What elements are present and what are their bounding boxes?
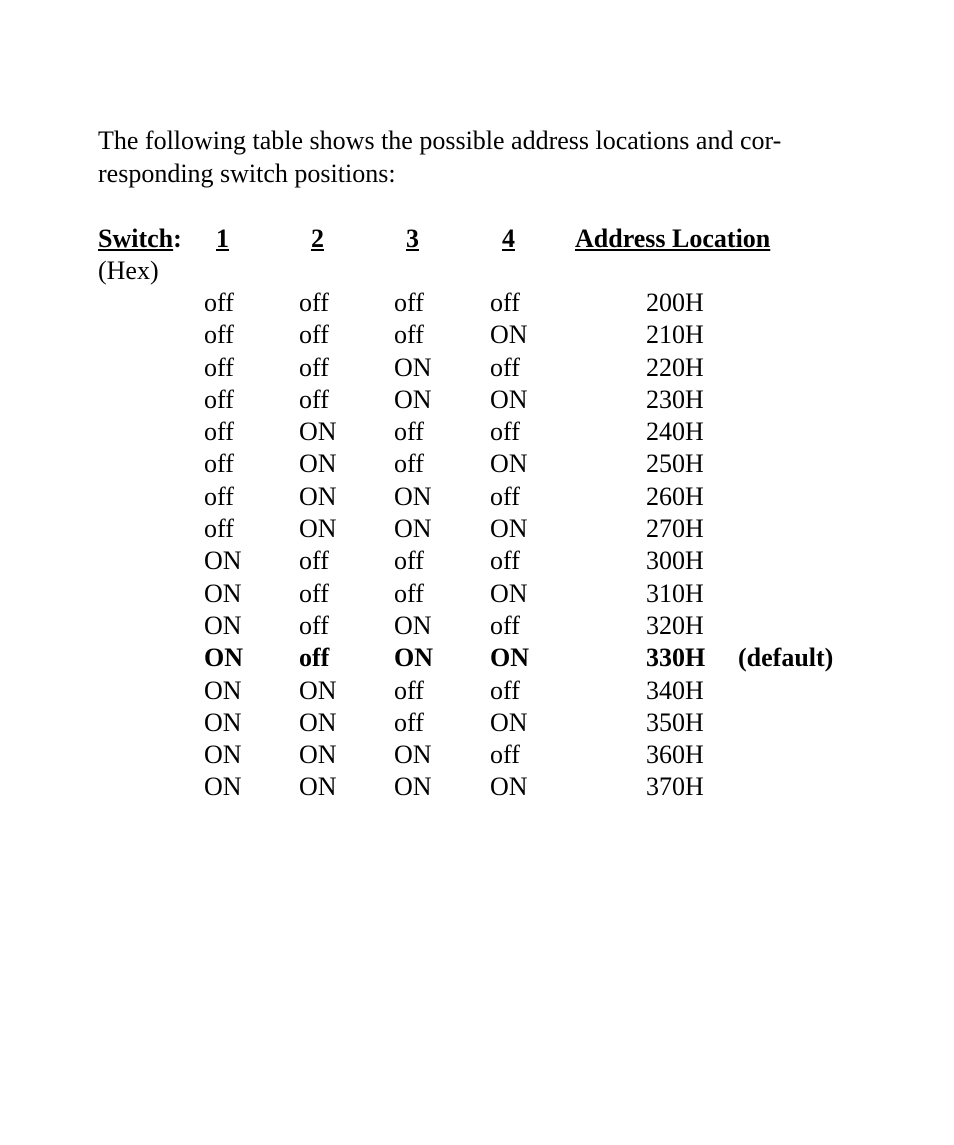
switch-1-cell: off [204, 384, 234, 414]
address-cell: 250H [646, 449, 704, 479]
switch-2-cell: off [299, 643, 330, 673]
switch-4-cell: ON [490, 449, 528, 479]
address-cell: 220H [646, 352, 704, 382]
address-cell: 320H [646, 610, 704, 640]
address-cell: 370H [646, 772, 704, 802]
switch-header [98, 222, 182, 255]
switch-4-cell: off [490, 546, 520, 576]
switch-2-cell: ON [299, 514, 337, 544]
switch-3-cell: ON [394, 384, 432, 414]
switch-4-cell: ON [490, 707, 528, 737]
switch-2-cell: ON [299, 417, 337, 447]
switch-3-cell: ON [394, 772, 432, 802]
switch-4-cell: off [490, 675, 520, 705]
table-row [0, 512, 954, 544]
table-row [0, 674, 954, 706]
switch-1-cell: ON [204, 578, 242, 608]
table-row [0, 415, 954, 447]
address-location-header: Address Location [575, 224, 771, 253]
switch-2-cell: off [299, 352, 329, 382]
switch-2-cell: off [299, 320, 329, 350]
table-row [0, 318, 954, 350]
table-row [0, 286, 954, 318]
switch-4-cell: ON [490, 643, 529, 673]
switch-3-cell: off [394, 320, 424, 350]
address-cell: 200H [646, 288, 704, 317]
switch-1-cell: ON [204, 675, 242, 705]
switch-1-cell: ON [204, 610, 242, 640]
switch-3-cell: ON [394, 481, 432, 511]
table-row [0, 738, 954, 770]
switch-3-cell: off [394, 707, 424, 737]
table-row [0, 770, 954, 802]
table-row [0, 577, 954, 609]
switch-2-cell: off [299, 288, 329, 317]
address-cell: 260H [646, 481, 704, 511]
switch-colon: : [173, 224, 182, 253]
address-cell: 330H [646, 643, 706, 673]
switch-3-cell: off [394, 417, 424, 447]
switch-2-cell: ON [299, 675, 337, 705]
switch-3-cell: ON [394, 643, 433, 673]
switch-3-cell: ON [394, 514, 432, 544]
address-cell: 300H [646, 546, 704, 576]
address-cell: 350H [646, 707, 704, 737]
switch-1-cell: ON [204, 707, 242, 737]
note-cell: (default) [738, 643, 834, 673]
switch-label: Switch [98, 224, 174, 253]
switch-3-cell: off [394, 675, 424, 705]
switch-1-cell: off [204, 449, 234, 479]
switch-3-cell: ON [394, 352, 432, 382]
switch-3-cell: ON [394, 740, 432, 770]
switch-1-cell: off [204, 514, 234, 544]
switch-2-cell: ON [299, 449, 337, 479]
table-row [0, 544, 954, 576]
table-body [0, 286, 954, 803]
table-header [0, 222, 954, 255]
switch-4-cell: ON [490, 514, 528, 544]
intro-line-1: The following table shows the possible address locations and cor- [98, 126, 782, 155]
table-row [0, 609, 954, 641]
hex-note: (Hex) [98, 256, 159, 285]
table-row [0, 480, 954, 512]
switch-1-cell: ON [204, 546, 242, 576]
address-cell: 270H [646, 514, 704, 544]
switch-4-cell: off [490, 352, 520, 382]
switch-col-1-header: 1 [216, 224, 229, 253]
address-cell: 360H [646, 740, 704, 770]
switch-3-cell: off [394, 578, 424, 608]
switch-1-cell: off [204, 320, 234, 350]
switch-1-cell: ON [204, 643, 243, 673]
address-cell: 240H [646, 417, 704, 447]
address-cell: 340H [646, 675, 704, 705]
switch-4-cell: off [490, 417, 520, 447]
switch-2-cell: ON [299, 481, 337, 511]
switch-2-cell: ON [299, 707, 337, 737]
switch-4-cell: ON [490, 772, 528, 802]
address-cell: 310H [646, 578, 704, 608]
table-row [0, 383, 954, 415]
switch-col-4-header: 4 [502, 224, 515, 253]
switch-1-cell: off [204, 481, 234, 511]
table-row [0, 706, 954, 738]
switch-2-cell: ON [299, 740, 337, 770]
switch-1-cell: off [204, 288, 234, 317]
switch-1-cell: ON [204, 740, 242, 770]
switch-4-cell: ON [490, 578, 528, 608]
switch-4-cell: off [490, 288, 520, 317]
address-cell: 210H [646, 320, 704, 350]
switch-3-cell: off [394, 546, 424, 576]
switch-3-cell: off [394, 449, 424, 479]
switch-2-cell: off [299, 546, 329, 576]
switch-col-3-header: 3 [406, 224, 419, 253]
switch-2-cell: off [299, 384, 329, 414]
switch-4-cell: off [490, 610, 520, 640]
table-row [0, 447, 954, 479]
table-row [0, 641, 954, 673]
switch-1-cell: off [204, 417, 234, 447]
address-cell: 230H [646, 384, 704, 414]
intro-paragraph [98, 124, 878, 190]
switch-1-cell: ON [204, 772, 242, 802]
table-row [0, 351, 954, 383]
switch-2-cell: off [299, 610, 329, 640]
switch-1-cell: off [204, 352, 234, 382]
switch-4-cell: off [490, 481, 520, 511]
switch-4-cell: ON [490, 384, 528, 414]
switch-col-2-header: 2 [311, 224, 324, 253]
switch-3-cell: ON [394, 610, 432, 640]
switch-3-cell: off [394, 288, 424, 317]
switch-2-cell: ON [299, 772, 337, 802]
intro-line-2: responding switch positions: [98, 159, 396, 188]
switch-4-cell: ON [490, 320, 528, 350]
switch-2-cell: off [299, 578, 329, 608]
switch-4-cell: off [490, 740, 520, 770]
